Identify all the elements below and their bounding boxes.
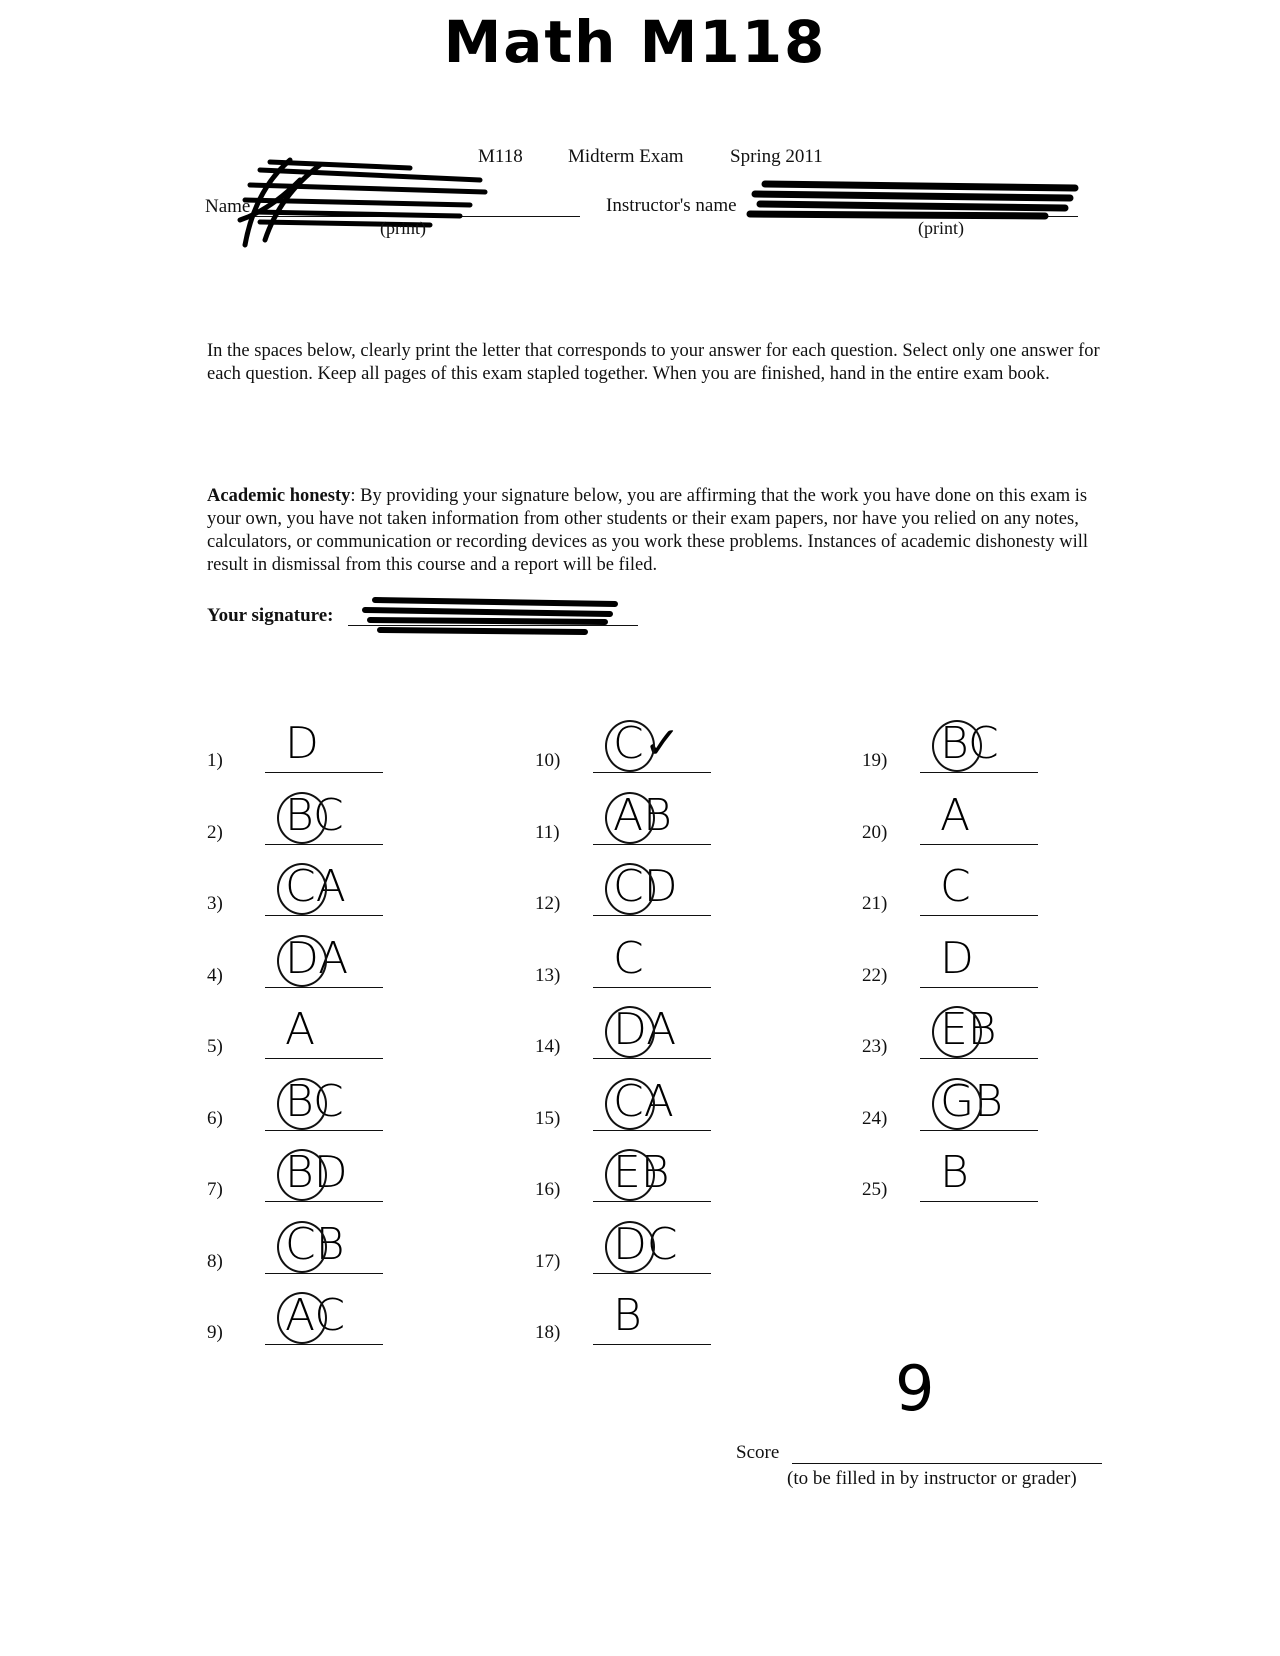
answer-line[interactable] [920, 1058, 1038, 1059]
question-number: 17) [535, 1250, 561, 1272]
answer-line[interactable] [593, 1058, 711, 1059]
score-label: Score [736, 1442, 780, 1463]
answer-line[interactable] [593, 987, 711, 988]
handwritten-answer: DA [285, 932, 349, 984]
signature-redaction-scribble [345, 592, 635, 642]
question-number: 9) [207, 1322, 223, 1343]
question-number: 16) [535, 1179, 561, 1200]
handwritten-answer: A [285, 1004, 316, 1055]
question-number: 20) [862, 821, 888, 843]
answer-line[interactable] [920, 987, 1038, 988]
exam-term: Spring 2011 [730, 146, 823, 167]
handwritten-answer: CA [285, 861, 346, 912]
answer-circle-mark [932, 1078, 982, 1130]
question-number: 25) [862, 1179, 888, 1200]
answer-line[interactable] [265, 1058, 383, 1059]
honesty-paragraph [207, 485, 1107, 577]
question-number: 18) [535, 1322, 561, 1343]
handwritten-answer: B [940, 1147, 969, 1198]
handwritten-answer: AC [285, 1290, 346, 1341]
answer-line[interactable] [920, 1201, 1038, 1202]
handwritten-answer: BC [285, 789, 344, 841]
answer-line[interactable] [265, 1273, 383, 1274]
signature-label: Your signature: [207, 605, 334, 626]
question-number: 8) [207, 1250, 223, 1272]
question-number: 4) [207, 964, 223, 986]
question-number: 11) [535, 821, 560, 843]
answer-circle-mark [605, 1006, 655, 1058]
answer-circle-mark [605, 1221, 655, 1273]
handwritten-answer: AB [613, 789, 672, 841]
handwritten-answer: EB [940, 1004, 997, 1055]
handwritten-answer: BC [940, 718, 999, 769]
question-number: 1) [207, 750, 223, 771]
name-label: Name [205, 196, 251, 217]
handwritten-answer: EB [613, 1147, 670, 1198]
handwritten-answer: A [940, 789, 971, 841]
question-number: 2) [207, 821, 223, 843]
instructor-print-caption: (print) [918, 218, 964, 238]
question-number: 6) [207, 1107, 223, 1129]
question-number: 15) [535, 1107, 561, 1129]
question-number: 12) [535, 893, 561, 914]
exam-title: Midterm Exam [568, 146, 684, 167]
answer-circle-mark [605, 1078, 655, 1130]
answer-circle-mark [277, 1292, 327, 1344]
handwritten-answer: CD [613, 861, 678, 912]
score-value: 9 [895, 1352, 935, 1425]
handwritten-answer: GB [940, 1075, 1003, 1127]
question-number: 13) [535, 964, 561, 986]
question-number: 22) [862, 964, 888, 986]
answer-circle-mark [277, 863, 327, 915]
name-redaction-scribble [230, 150, 520, 250]
course-code: M118 [478, 146, 523, 167]
answer-line[interactable] [593, 1344, 711, 1345]
answer-circle-mark [605, 1149, 655, 1201]
instructor-label: Instructor's name [606, 195, 737, 216]
honesty-label: Academic honesty [207, 486, 351, 506]
answer-line[interactable] [265, 844, 383, 845]
handwritten-answer: D [285, 718, 319, 769]
answer-line[interactable] [920, 1130, 1038, 1131]
question-number: 23) [862, 1036, 888, 1057]
handwritten-answer: DC [613, 1218, 678, 1270]
question-number: 5) [207, 1036, 223, 1057]
question-number: 14) [535, 1036, 561, 1057]
answer-line[interactable] [593, 772, 711, 773]
answer-circle-mark [277, 1221, 327, 1273]
handwritten-answer: BC [285, 1075, 344, 1127]
answer-line[interactable] [265, 987, 383, 988]
answer-circle-mark [932, 720, 982, 772]
instructor-redaction-scribble [745, 172, 1085, 224]
question-number: 21) [862, 893, 888, 914]
question-number: 3) [207, 893, 223, 914]
answer-line[interactable] [920, 915, 1038, 916]
answer-line[interactable] [593, 1130, 711, 1131]
handwritten-answer: B [613, 1290, 642, 1341]
instructions-paragraph: In the spaces below, clearly print the letter that corresponds to your answer for each question. Select only one answer for each question. Keep all pages of this exam stapled together. When you are finished, hand in the entire exam book. [207, 341, 1100, 384]
answer-line[interactable] [920, 772, 1038, 773]
answer-line[interactable] [593, 915, 711, 916]
answer-circle-mark [605, 863, 655, 915]
handwritten-answer: CB [285, 1218, 345, 1270]
handwritten-answer: BD [285, 1147, 348, 1198]
answer-circle-mark [277, 1149, 327, 1201]
answer-circle-mark [932, 1006, 982, 1058]
handwritten-answer: D [940, 932, 974, 984]
answer-line[interactable] [265, 1344, 383, 1345]
answer-line[interactable] [593, 844, 711, 845]
answer-line[interactable] [265, 772, 383, 773]
answer-line[interactable] [265, 915, 383, 916]
answer-line[interactable] [593, 1273, 711, 1274]
answer-circle-mark [605, 720, 655, 772]
question-number: 10) [535, 750, 561, 771]
question-number: 19) [862, 750, 888, 771]
handwritten-title: Math M118 [443, 8, 827, 76]
honesty-text: : By providing your signature below, you are affirming that the work you have done on this exam is your own, you have not taken information from other students or their exam papers, nor have you relied on any notes, calculators, or communication or recording devices as you work these problems. Instances of academic dishonesty will result in dismissal from this course and a report will be filed. [207, 486, 1089, 575]
handwritten-answer: C [613, 932, 644, 984]
score-field[interactable] [792, 1463, 1102, 1464]
answer-line[interactable] [265, 1201, 383, 1202]
answer-line[interactable] [593, 1201, 711, 1202]
handwritten-answer: DA [613, 1004, 677, 1055]
answer-circle-mark [277, 935, 327, 987]
handwritten-answer: C✓ [613, 718, 681, 769]
answer-line[interactable] [265, 1130, 383, 1131]
answer-line[interactable] [920, 844, 1038, 845]
score-note: (to be filled in by instructor or grader) [787, 1468, 1077, 1489]
question-number: 7) [207, 1179, 223, 1200]
handwritten-answer: CA [613, 1075, 674, 1127]
answer-circle-mark [277, 1078, 327, 1130]
answer-circle-mark [277, 792, 327, 844]
answer-circle-mark [605, 792, 655, 844]
question-number: 24) [862, 1107, 888, 1129]
handwritten-answer: C [940, 861, 971, 912]
name-print-caption: (print) [380, 218, 426, 238]
